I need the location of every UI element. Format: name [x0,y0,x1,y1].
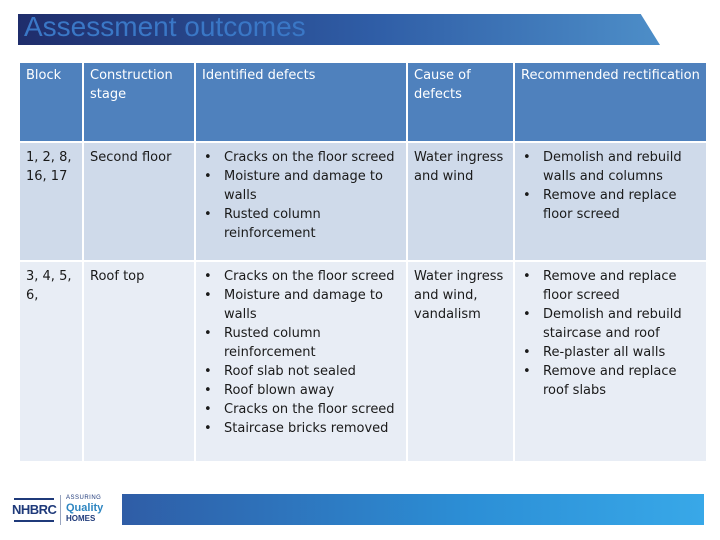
tagline-quality: Quality [66,502,104,514]
cell-stage: Second floor [83,142,195,261]
list-item: • Remove and replace floor screed [521,186,700,224]
cell-defects [195,261,407,462]
cell-cause: Water ingress and wind, vandalism [407,261,514,462]
logo-text: NHBRC [12,502,57,517]
table-row [19,261,707,462]
cell-defects [195,142,407,261]
list-item: • Cracks on the floor screed [202,400,400,419]
nhbrc-logo [12,492,120,528]
logo-stripe [14,520,54,522]
list-item: • Remove and replace roof slabs [521,362,700,400]
cell-block: 1, 2, 8, 16, 17 [19,142,83,261]
list-item: • Staircase bricks removed [202,419,400,438]
logo-tagline [66,494,103,524]
header-recommended-rectification: Recommended rectification [514,62,707,142]
cell-rectification [514,142,707,261]
list-item: • Moisture and damage to walls [202,286,400,324]
defects-list [202,267,400,438]
tagline-homes: HOMES [66,514,96,523]
header-construction-stage: Construction stage [83,62,195,142]
cell-rectification [514,261,707,462]
list-item: • Cracks on the floor screed [202,267,400,286]
cell-block: 3, 4, 5, 6, [19,261,83,462]
defects-list [202,148,400,243]
list-item: • Moisture and damage to walls [202,167,400,205]
list-item: • Rusted column reinforcement [202,205,400,243]
list-item: • Demolish and rebuild walls and columns [521,148,700,186]
rectification-list [521,267,700,400]
slide-title: Assessment outcomes [24,11,306,42]
list-item: • Cracks on the floor screed [202,148,400,167]
table-header-row [19,62,707,142]
list-item: • Demolish and rebuild staircase and roof [521,305,700,343]
logo-mark [12,494,56,526]
tagline-assuring: ASSURING [66,495,102,501]
list-item: • Roof slab not sealed [202,362,400,381]
cell-stage: Roof top [83,261,195,462]
table-row [19,142,707,261]
list-item: • Roof blown away [202,381,400,400]
logo-stripe [14,498,54,500]
header-identified-defects: Identified defects [195,62,407,142]
list-item: • Rusted column reinforcement [202,324,400,362]
header-block: Block [19,62,83,142]
cell-cause: Water ingress and wind [407,142,514,261]
footer-banner [122,494,704,525]
header-cause-of-defects: Cause of defects [407,62,514,142]
logo-divider [60,495,61,525]
list-item: • Re-plaster all walls [521,343,700,362]
rectification-list [521,148,700,224]
list-item: • Remove and replace floor screed [521,267,700,305]
assessment-table [18,61,708,463]
